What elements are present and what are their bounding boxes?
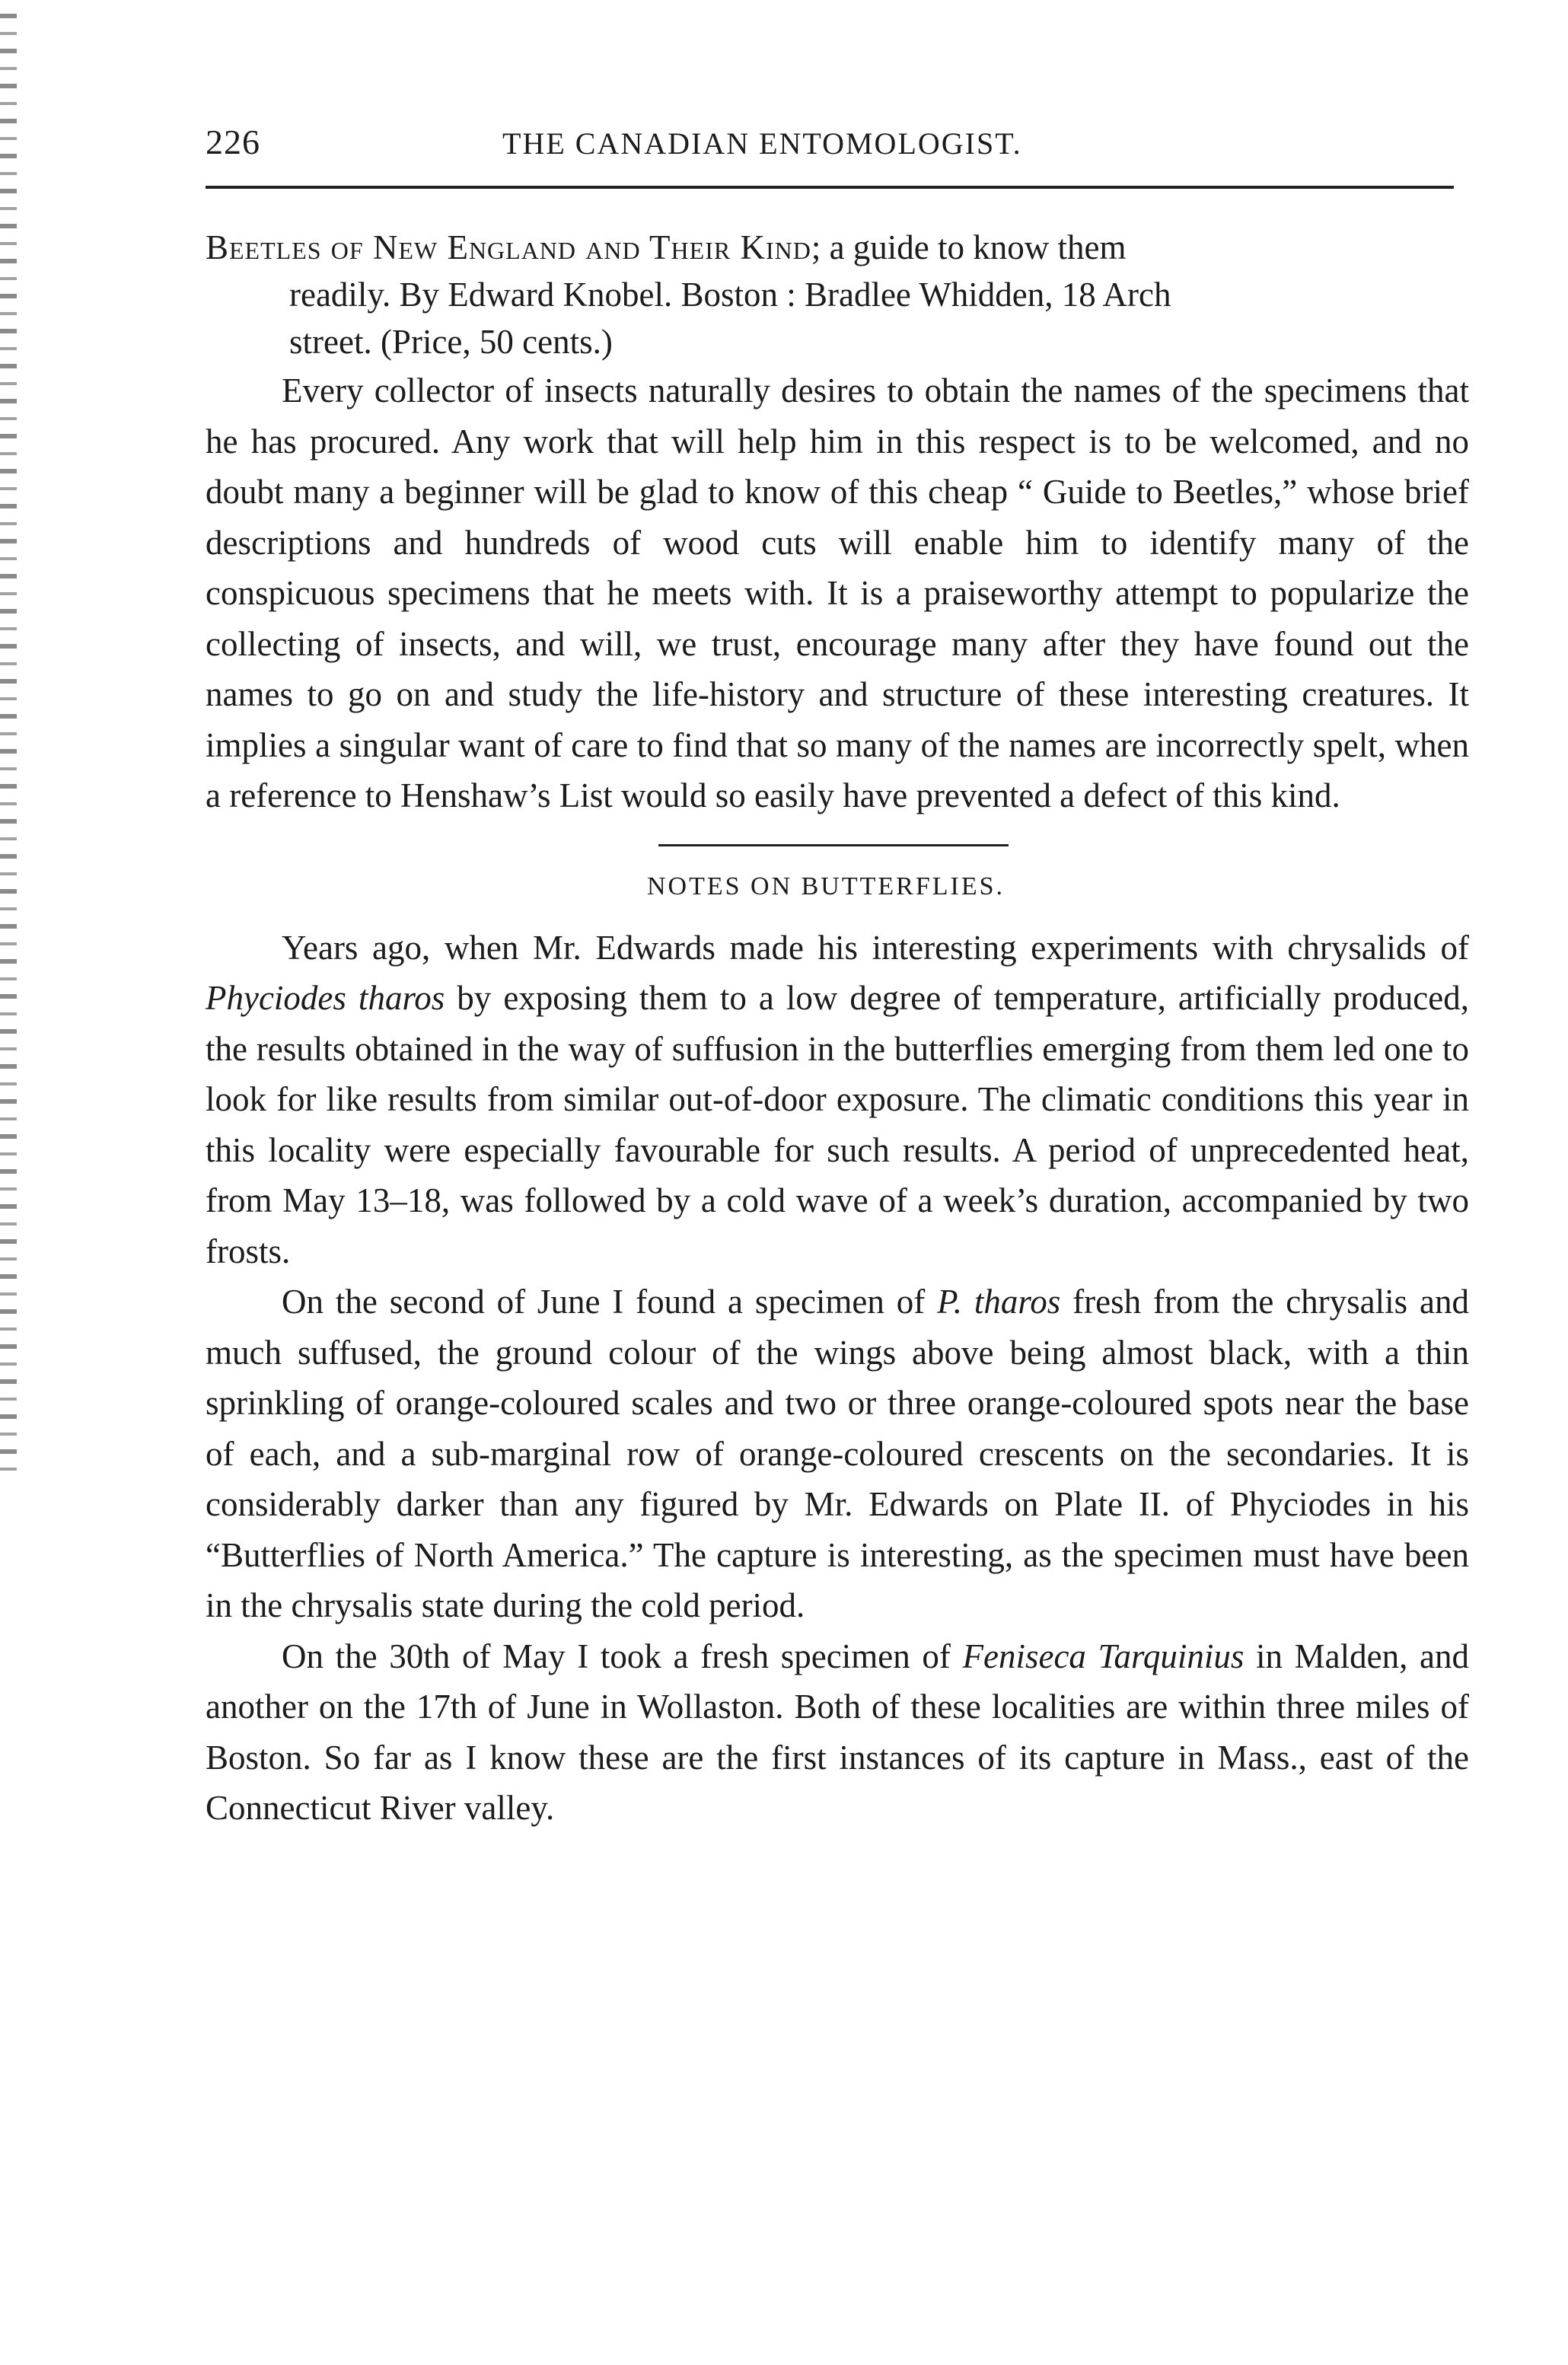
notes-p2-text-a: On the second of June I found a specimen of xyxy=(282,1283,938,1321)
review-paragraph: Every collector of insects naturally desires to obtain the names of the specimens that he has procured. Any work that will help him in this respect is to be welcomed, and no doubt many a beginner will be glad to know of this cheap “ Guide to Beetles,” whose brief descriptions and hundreds of wood cuts will enable him to identify many of the conspicuous specimens that he meets with. It is a praiseworthy attempt to popularize the collecting of insects, and will, we trust, encourage many after they have found out the names to go on and study the life-history and structure of these interesting creatures. It implies a singular want of care to find that so many of the names are incorrectly spelt, when a reference to Henshaw’s List would so easily have prevented a defect of this kind. xyxy=(206,371,1469,814)
notes-p2-text-b: fresh from the chrysalis and much suffused, the ground colour of the wings above being almost black, with a thin sprinkling of orange-coloured scales and two or three orange-coloured spots near the base of each, and a sub-marginal row of orange-coloured crescents on the secondaries. It is considerably darker than any figured by Mr. Edwards on Plate II. of Phyciodes in his “Butterflies of North America.” The capture is interesting, as the specimen must have been in the chrysalis state during the cold period. xyxy=(206,1283,1470,1624)
review-citation-line-1: ; a guide to know them xyxy=(811,228,1127,266)
section-divider xyxy=(658,844,1009,846)
header-rule xyxy=(206,186,1454,189)
running-head xyxy=(206,122,1492,175)
notes-p3-text-a: On the 30th of May I took a fresh specimen of xyxy=(282,1637,963,1675)
species-name: Phyciodes tharos xyxy=(206,979,445,1017)
review-citation-line-3: street. (Price, 50 cents.) xyxy=(289,323,613,361)
notes-paragraph-3 xyxy=(206,1631,1469,1834)
species-name: Feniseca Tarquinius xyxy=(962,1637,1245,1675)
notes-paragraph-2 xyxy=(206,1277,1469,1631)
review-citation-line-2: readily. By Edward Knobel. Boston : Bradlee Whidden, 18 Arch xyxy=(289,276,1171,314)
section-title: NOTES ON BUTTERFLIES. xyxy=(646,872,1005,900)
species-name: P. tharos xyxy=(937,1283,1061,1321)
notes-p1-text-a: Years ago, when Mr. Edwards made his interesting experiments with chrysalids of xyxy=(282,928,1469,967)
page-number: 226 xyxy=(206,123,260,161)
notes-p1-text-b: by exposing them to a low degree of temperature, artificially produced, the results obtained in the way of suffusion in the butterflies emerging from them led one to look for like results from similar out-of-door exposure. The climatic conditions this year in this locality were especially favourable for such results. A period of unprecedented heat, from May 13–18, was followed by a cold wave of a week’s duration, accompanied by two frosts. xyxy=(206,979,1469,1270)
page xyxy=(206,122,1492,1834)
scan-margin-artifact xyxy=(0,0,17,1484)
notes-p3-text-b: in Malden, and another on the 17th of June in Wollaston. Both of these localities are within three miles of Boston. So far as I know these are the first instances of its capture in Mass., east of the Connecticut River valley. xyxy=(206,1637,1469,1827)
review-book-title: Beetles of New England and Their Kind xyxy=(206,228,811,266)
review-citation xyxy=(206,224,1492,365)
notes-paragraph-1 xyxy=(206,923,1469,1277)
journal-title: THE CANADIAN ENTOMOLOGIST. xyxy=(502,126,1022,161)
